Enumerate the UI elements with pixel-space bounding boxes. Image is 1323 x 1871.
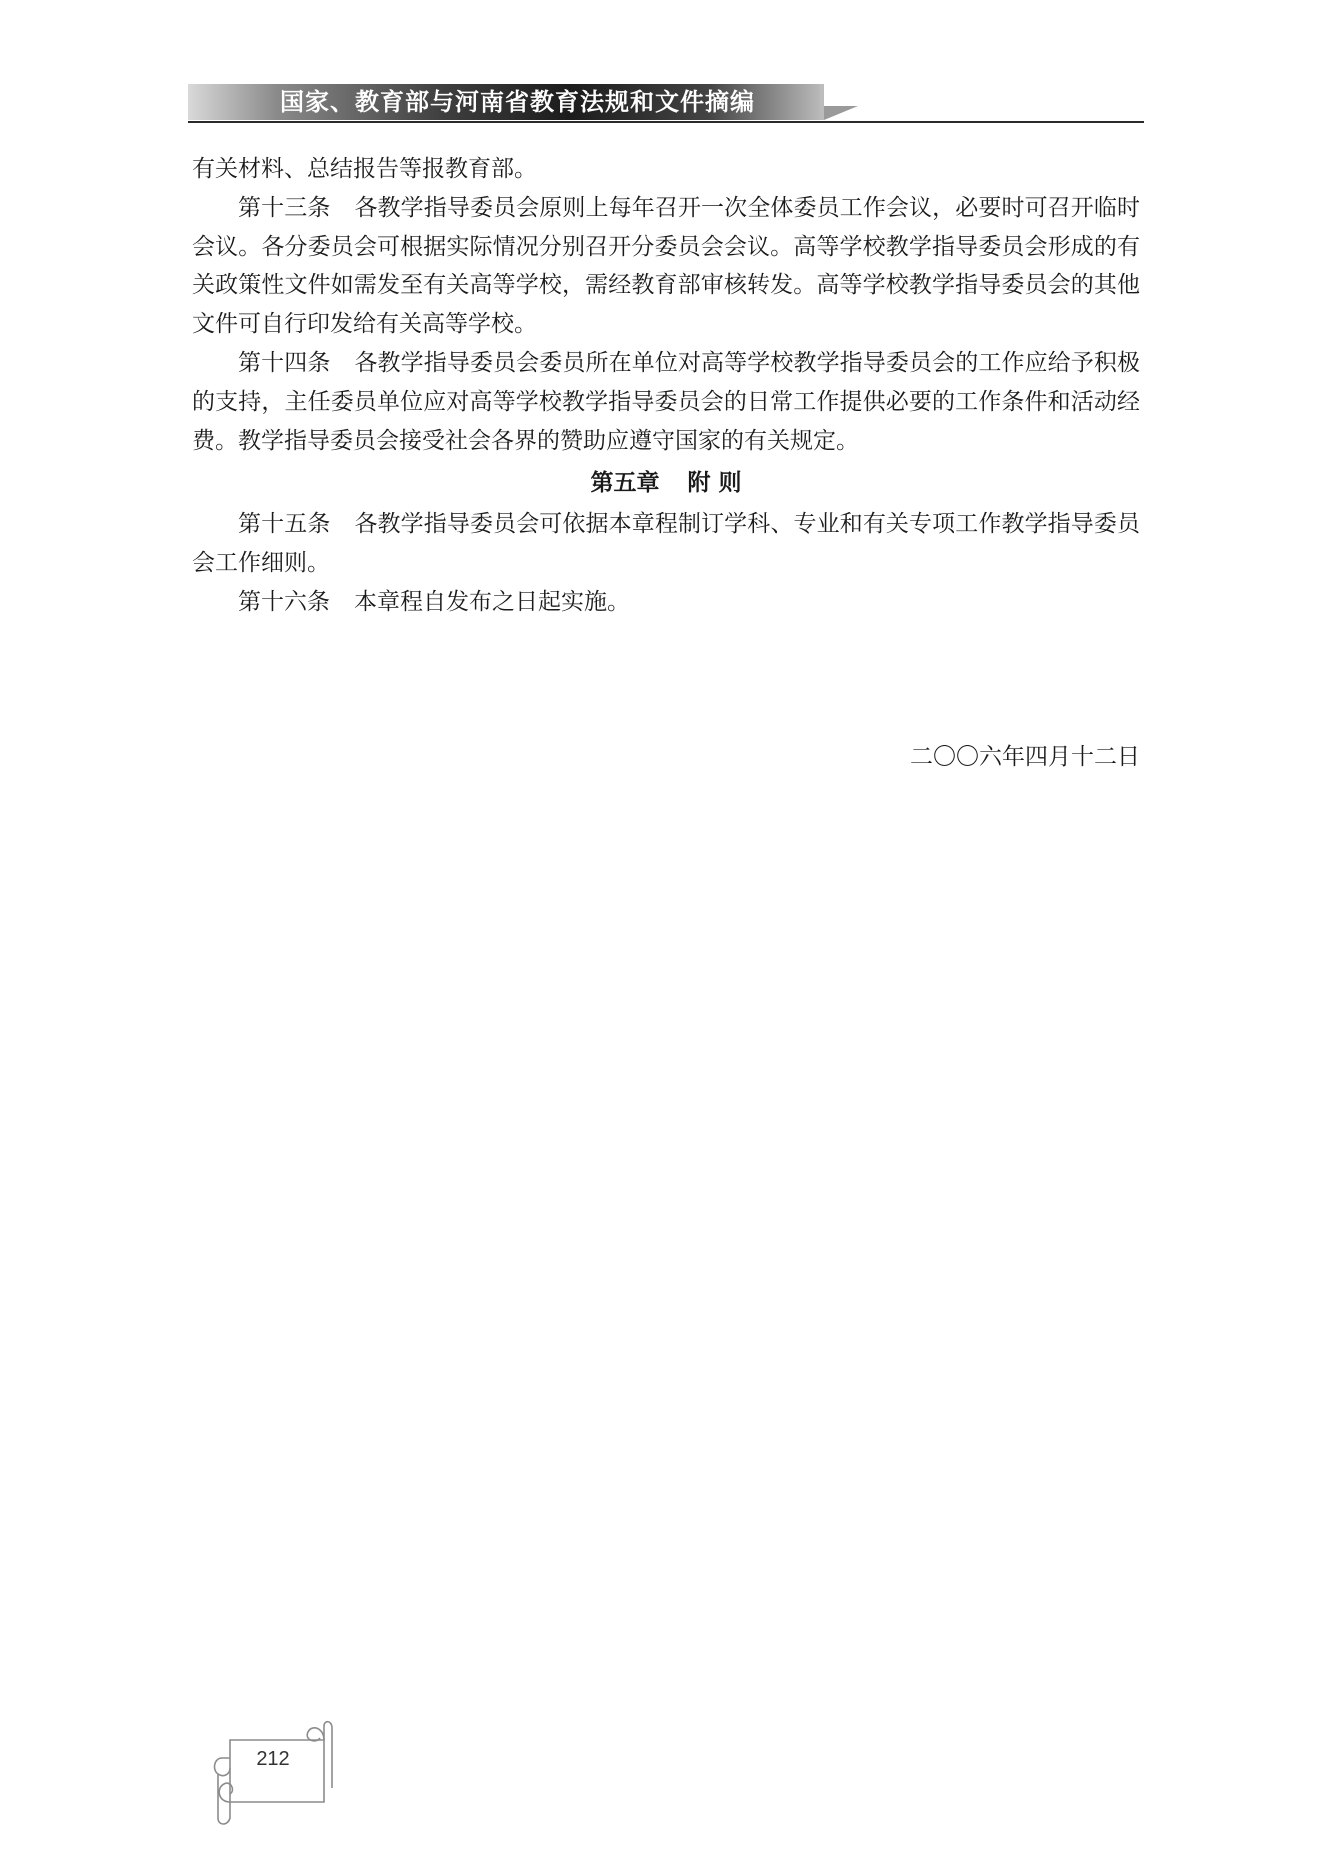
article-15-paragraph	[192, 505, 1140, 583]
scroll-icon	[208, 1718, 338, 1828]
article-text: 本章程自发布之日起实施。	[354, 588, 630, 615]
running-header-title: 国家、教育部与河南省教育法规和文件摘编	[280, 87, 755, 116]
continuation-paragraph: 有关材料、总结报告等报教育部。	[192, 156, 537, 182]
article-number: 第十四条	[238, 349, 331, 376]
header-rule	[188, 121, 1144, 123]
document-body	[192, 150, 1140, 622]
document-date: 二〇〇六年四月十二日	[910, 744, 1140, 770]
article-13-paragraph	[192, 189, 1140, 344]
article-number: 第十三条	[238, 194, 331, 221]
header-slant-decoration	[820, 84, 860, 122]
article-number: 第十六条	[238, 588, 330, 615]
article-text: 各教学指导委员会原则上每年召开一次全体委员工作会议，必要时可召开临时会议。各分委员会可根据实际情况分别召开分委员会会议。高等学校教学指导委员会形成的有关政策性文件如需发至有关高等学校，需经教育部审核转发。高等学校教学指导委员会的其他文件可自行印发给有关高等学校。	[192, 194, 1141, 338]
article-16-paragraph	[192, 583, 1140, 622]
chapter-heading	[192, 464, 1140, 503]
chapter-number: 第五章	[590, 470, 660, 497]
article-number: 第十五条	[238, 511, 331, 538]
article-text: 各教学指导委员会委员所在单位对高等学校教学指导委员会的工作应给予积极的支持，主任委员单位应对高等学校教学指导委员会的日常工作提供必要的工作条件和活动经费。教学指导委员会接受社会各界的赞助应遵守国家的有关规定。	[192, 349, 1141, 454]
article-text: 各教学指导委员会可依据本章程制订学科、专业和有关专项工作教学指导委员会工作细则。	[192, 511, 1141, 576]
page-number: 212	[256, 1748, 290, 1770]
chapter-title: 附 则	[687, 470, 742, 497]
article-14-paragraph	[192, 344, 1140, 460]
